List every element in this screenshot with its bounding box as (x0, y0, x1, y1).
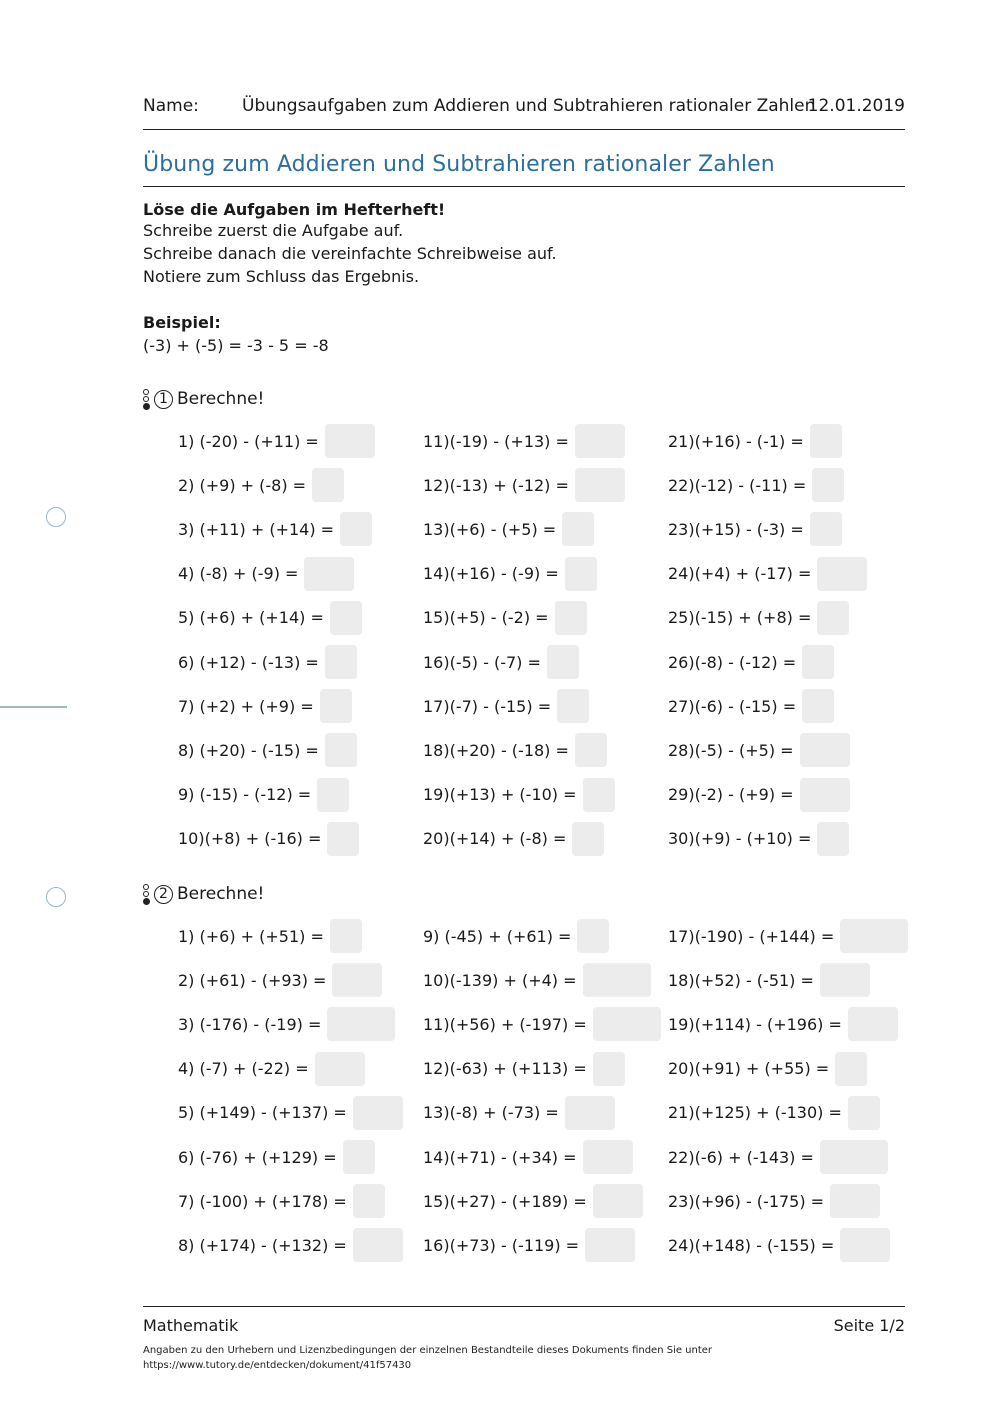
section-1-heading (141, 388, 264, 410)
task-item (178, 1052, 365, 1086)
section-number: 2 (154, 885, 173, 904)
task-item (178, 1096, 403, 1130)
answer-box[interactable] (812, 468, 844, 502)
task-expression: 26)(-8) - (-12) = (668, 652, 797, 672)
task-item (178, 689, 352, 723)
task-expression: 2) (+9) + (-8) = (178, 475, 307, 495)
answer-box[interactable] (325, 733, 357, 767)
difficulty-icon (141, 388, 151, 410)
task-expression: 22)(-12) - (-11) = (668, 475, 807, 495)
answer-box[interactable] (565, 557, 597, 591)
answer-box[interactable] (583, 778, 615, 812)
task-expression: 5) (+149) - (+137) = (178, 1103, 347, 1123)
answer-box[interactable] (802, 645, 834, 679)
task-expression: 11)(-19) - (+13) = (423, 431, 569, 451)
task-item (668, 733, 850, 767)
task-item (668, 424, 842, 458)
answer-box[interactable] (800, 778, 850, 812)
answer-box[interactable] (304, 557, 354, 591)
task-expression: 13)(-8) + (-73) = (423, 1103, 559, 1123)
answer-box[interactable] (810, 512, 842, 546)
answer-box[interactable] (555, 601, 587, 635)
task-item (423, 689, 589, 723)
task-expression: 23)(+15) - (-3) = (668, 519, 804, 539)
task-item (668, 468, 844, 502)
task-expression: 2) (+61) - (+93) = (178, 970, 327, 990)
task-item (668, 689, 834, 723)
answer-box[interactable] (320, 689, 352, 723)
task-expression: 4) (-8) + (-9) = (178, 564, 299, 584)
answer-box[interactable] (327, 1007, 395, 1041)
task-item (668, 1052, 867, 1086)
task-expression: 28)(-5) - (+5) = (668, 740, 794, 760)
task-expression: 3) (+11) + (+14) = (178, 519, 335, 539)
task-item (423, 733, 607, 767)
task-item (423, 1184, 643, 1218)
task-expression: 14)(+71) - (+34) = (423, 1147, 577, 1167)
task-expression: 20)(+14) + (-8) = (423, 829, 567, 849)
task-item (178, 1140, 375, 1174)
task-expression: 8) (+20) - (-15) = (178, 740, 319, 760)
license-note: Angaben zu den Urhebern und Lizenzbedingungen der einzelnen Bestandteile dieses Dokuments finden Sie unter (143, 1345, 713, 1356)
instruction-heading: Löse die Aufgaben im Hefterheft! (143, 200, 446, 219)
task-item (178, 733, 357, 767)
answer-box[interactable] (585, 1228, 635, 1262)
task-expression: 17)(-7) - (-15) = (423, 696, 552, 716)
task-expression: 10)(+8) + (-16) = (178, 829, 322, 849)
example-label: Beispiel: (143, 313, 221, 332)
task-item (423, 778, 615, 812)
answer-box[interactable] (583, 1140, 633, 1174)
page-number: Seite 1/2 (833, 1316, 905, 1335)
answer-box[interactable] (820, 1140, 888, 1174)
answer-box[interactable] (343, 1140, 375, 1174)
task-expression: 18)(+20) - (-18) = (423, 740, 569, 760)
answer-box[interactable] (593, 1007, 661, 1041)
section-2-heading (141, 883, 264, 905)
task-expression: 22)(-6) + (-143) = (668, 1147, 814, 1167)
answer-box[interactable] (317, 778, 349, 812)
answer-box[interactable] (802, 689, 834, 723)
task-item (423, 1228, 635, 1262)
answer-box[interactable] (848, 1007, 898, 1041)
task-item (178, 778, 349, 812)
task-item (178, 822, 359, 856)
task-item (668, 557, 867, 591)
task-item (178, 557, 354, 591)
task-item (178, 512, 372, 546)
task-expression: 1) (-20) - (+11) = (178, 431, 319, 451)
license-url: https://www.tutory.de/entdecken/dokument/41f57430 (143, 1360, 412, 1371)
answer-box[interactable] (353, 1228, 403, 1262)
task-expression: 9) (-45) + (+61) = (423, 926, 572, 946)
task-expression: 14)(+16) - (-9) = (423, 564, 559, 584)
task-expression: 25)(-15) + (+8) = (668, 608, 812, 628)
answer-box[interactable] (840, 1228, 890, 1262)
answer-box[interactable] (557, 689, 589, 723)
instruction-line: Notiere zum Schluss das Ergebnis. (143, 267, 420, 286)
task-expression: 21)(+16) - (-1) = (668, 431, 804, 451)
task-item (423, 424, 625, 458)
task-item (423, 1140, 633, 1174)
instruction-line: Schreibe danach die vereinfachte Schreibweise auf. (143, 244, 557, 263)
task-expression: 24)(+148) - (-155) = (668, 1235, 835, 1255)
task-expression: 20)(+91) + (+55) = (668, 1059, 830, 1079)
task-expression: 27)(-6) - (-15) = (668, 696, 797, 716)
task-expression: 1) (+6) + (+51) = (178, 926, 324, 946)
example-text: (-3) + (-5) = -3 - 5 = -8 (143, 336, 329, 355)
task-item (668, 1228, 890, 1262)
task-item (423, 1096, 615, 1130)
answer-box[interactable] (830, 1184, 880, 1218)
task-expression: 5) (+6) + (+14) = (178, 608, 324, 628)
punch-hole-mark (46, 507, 66, 527)
task-item (668, 645, 834, 679)
task-expression: 12)(-13) + (-12) = (423, 475, 569, 495)
task-item (668, 963, 870, 997)
task-expression: 7) (-100) + (+178) = (178, 1191, 347, 1211)
task-expression: 19)(+114) - (+196) = (668, 1014, 842, 1034)
task-item (423, 601, 587, 635)
answer-box[interactable] (577, 919, 609, 953)
task-item (668, 919, 908, 953)
task-item (423, 1052, 625, 1086)
answer-box[interactable] (312, 468, 344, 502)
fold-mark (0, 706, 67, 708)
task-item (423, 963, 651, 997)
answer-box[interactable] (330, 919, 362, 953)
answer-box[interactable] (817, 822, 849, 856)
name-label: Name: (143, 96, 199, 116)
answer-box[interactable] (583, 963, 651, 997)
answer-box[interactable] (330, 601, 362, 635)
task-expression: 16)(+73) - (-119) = (423, 1235, 580, 1255)
task-item (668, 822, 849, 856)
answer-box[interactable] (848, 1096, 880, 1130)
task-expression: 17)(-190) - (+144) = (668, 926, 835, 946)
answer-box[interactable] (325, 424, 375, 458)
task-expression: 3) (-176) - (-19) = (178, 1014, 322, 1034)
task-expression: 15)(+5) - (-2) = (423, 608, 549, 628)
page-title: Übung zum Addieren und Subtrahieren rationaler Zahlen (143, 152, 775, 177)
task-expression: 24)(+4) + (-17) = (668, 564, 812, 584)
task-expression: 6) (-76) + (+129) = (178, 1147, 337, 1167)
task-expression: 30)(+9) - (+10) = (668, 829, 812, 849)
section-label: Berechne! (177, 389, 265, 409)
task-item (178, 919, 362, 953)
task-expression: 18)(+52) - (-51) = (668, 970, 814, 990)
task-item (178, 645, 357, 679)
worksheet-subject: Übungsaufgaben zum Addieren und Subtrahieren rationaler Zahlen (242, 96, 816, 116)
task-expression: 8) (+174) - (+132) = (178, 1235, 347, 1255)
task-item (178, 1007, 395, 1041)
section-number: 1 (154, 390, 173, 409)
task-expression: 16)(-5) - (-7) = (423, 652, 541, 672)
task-item (178, 963, 382, 997)
task-expression: 6) (+12) - (-13) = (178, 652, 319, 672)
task-item (423, 557, 597, 591)
footer-subject: Mathematik (143, 1316, 239, 1335)
task-item (668, 778, 850, 812)
answer-box[interactable] (593, 1184, 643, 1218)
task-expression: 9) (-15) - (-12) = (178, 785, 312, 805)
task-item (178, 601, 362, 635)
answer-box[interactable] (353, 1184, 385, 1218)
answer-box[interactable] (840, 919, 908, 953)
task-item (668, 1140, 888, 1174)
task-item (423, 1007, 661, 1041)
answer-box[interactable] (835, 1052, 867, 1086)
task-expression: 11)(+56) + (-197) = (423, 1014, 587, 1034)
task-item (423, 645, 579, 679)
answer-box[interactable] (315, 1052, 365, 1086)
answer-box[interactable] (353, 1096, 403, 1130)
header-divider (143, 129, 905, 130)
task-expression: 23)(+96) - (-175) = (668, 1191, 825, 1211)
task-expression: 29)(-2) - (+9) = (668, 785, 794, 805)
answer-box[interactable] (340, 512, 372, 546)
answer-box[interactable] (325, 645, 357, 679)
task-expression: 21)(+125) + (-130) = (668, 1103, 842, 1123)
answer-box[interactable] (817, 601, 849, 635)
task-expression: 10)(-139) + (+4) = (423, 970, 577, 990)
task-expression: 7) (+2) + (+9) = (178, 696, 314, 716)
answer-box[interactable] (332, 963, 382, 997)
task-expression: 15)(+27) - (+189) = (423, 1191, 587, 1211)
answer-box[interactable] (800, 733, 850, 767)
task-item (668, 601, 849, 635)
task-expression: 13)(+6) - (+5) = (423, 519, 557, 539)
task-item (423, 919, 609, 953)
difficulty-icon (141, 883, 151, 905)
answer-box[interactable] (547, 645, 579, 679)
task-expression: 19)(+13) + (-10) = (423, 785, 577, 805)
answer-box[interactable] (327, 822, 359, 856)
answer-box[interactable] (575, 733, 607, 767)
answer-box[interactable] (817, 557, 867, 591)
worksheet-date: 12.01.2019 (807, 96, 905, 116)
section-label: Berechne! (177, 884, 265, 904)
task-item (668, 1096, 880, 1130)
task-item (423, 468, 625, 502)
title-divider (143, 186, 905, 187)
punch-hole-mark (46, 887, 66, 907)
task-item (668, 1007, 898, 1041)
answer-box[interactable] (810, 424, 842, 458)
answer-box[interactable] (565, 1096, 615, 1130)
task-expression: 4) (-7) + (-22) = (178, 1059, 309, 1079)
task-item (423, 512, 594, 546)
task-item (178, 424, 375, 458)
task-item (178, 1184, 385, 1218)
answer-box[interactable] (575, 468, 625, 502)
answer-box[interactable] (593, 1052, 625, 1086)
answer-box[interactable] (575, 424, 625, 458)
footer-divider (143, 1306, 905, 1307)
task-item (178, 468, 344, 502)
task-item (178, 1228, 403, 1262)
answer-box[interactable] (572, 822, 604, 856)
task-expression: 12)(-63) + (+113) = (423, 1059, 587, 1079)
instruction-line: Schreibe zuerst die Aufgabe auf. (143, 221, 404, 240)
task-item (668, 512, 842, 546)
answer-box[interactable] (820, 963, 870, 997)
answer-box[interactable] (562, 512, 594, 546)
task-item (423, 822, 604, 856)
task-item (668, 1184, 880, 1218)
